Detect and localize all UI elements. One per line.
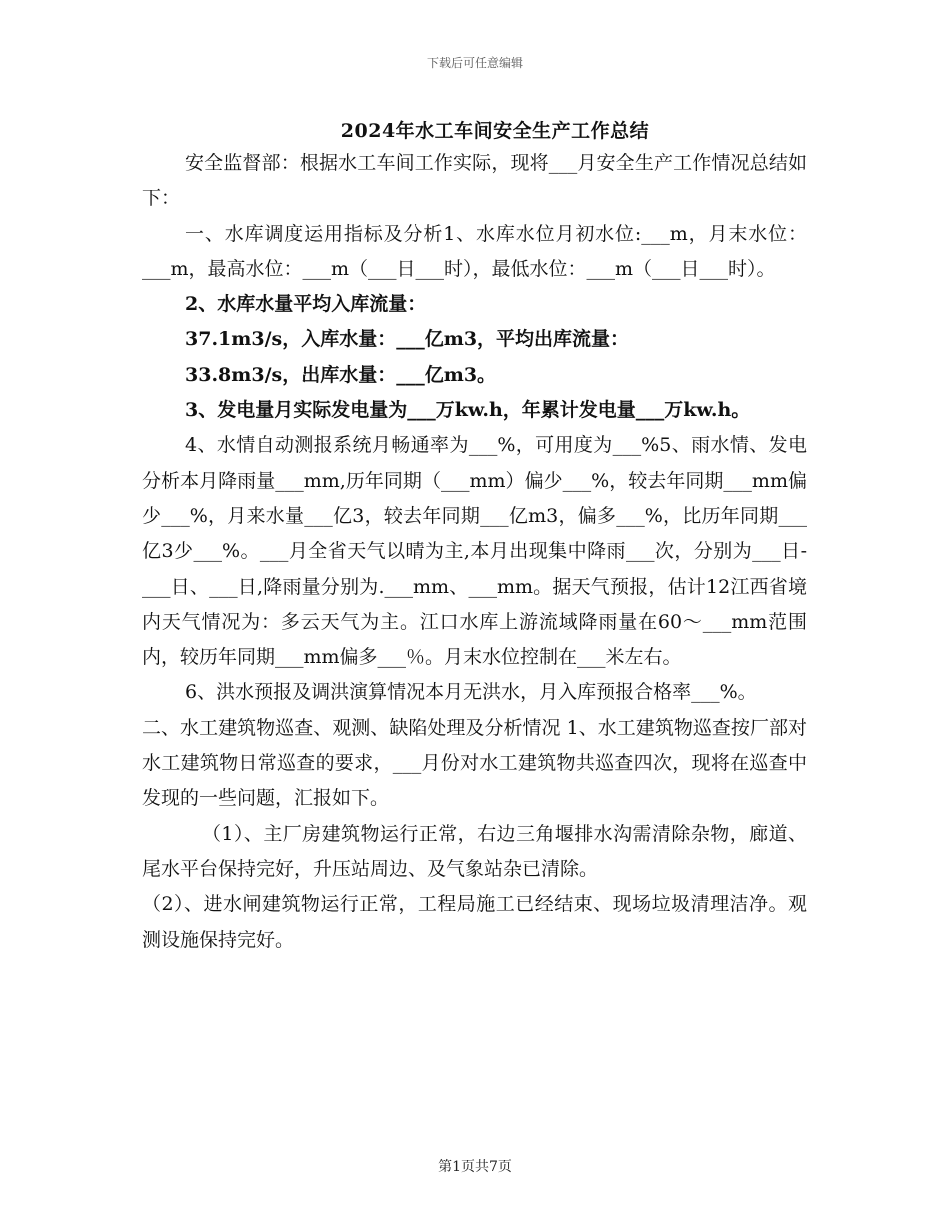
- paragraph-inspection: 二、水工建筑物巡查、观测、缺陷处理及分析情况 1、水工建筑物巡查按厂部对水工建筑物日常巡查的要求，___月份对水工建筑物共巡查四次，现将在巡查中发现的一些问题，汇报如下。: [142, 716, 807, 810]
- paragraph-power-generation: 3、发电量月实际发电量为___万kw.h，年累计发电量___万kw.h。: [185, 399, 751, 422]
- document-title: 2024年水工车间安全生产工作总结: [340, 120, 650, 142]
- paragraph-hydrology: 4、水情自动测报系统月畅通率为___%，可用度为___%5、雨水情、发电分析本月降雨量___mm,历年同期（___mm）偏少___%，较去年同期___mm偏少___%，月来水量___亿3，较去年同期___亿m3，偏多___%，比历年同期___亿3少___%。___月全省天气以晴为主,本月出现集中降雨___次，分别为___日-___日、___日,降雨量分别为.___mm、___mm。据天气预报，估计12江西省境内天气情况为：多云天气为主。江口水库上游流域降雨量在60～___mm范围内，较历年同期___mm偏多___％。月末水位控制在___米左右。: [142, 434, 807, 669]
- header-note: 下载后可任意编辑: [426, 56, 523, 70]
- paragraph-outflow: 33.8m3/s，出库水量：___亿m3。: [185, 363, 497, 386]
- page-number: 第1页共7页: [438, 1159, 512, 1175]
- paragraph-water-level: 一、水库调度运用指标及分析1、水库水位月初水位:___m，月末水位：___m，最高水位：___m（___日___时），最低水位：___m（___日___时）。: [142, 222, 807, 280]
- paragraph-item-2: （2）、进水闸建筑物运行正常，工程局施工已经结束、现场垃圾清理洁净。观测设施保持完好。: [142, 893, 807, 951]
- paragraph-intro: 安全监督部：根据水工车间工作实际，现将___月安全生产工作情况总结如下：: [142, 152, 807, 210]
- document-body: [142, 146, 807, 958]
- paragraph-flood-forecast: 6、洪水预报及调洪演算情况本月无洪水，月入库预报合格率___%。: [185, 681, 757, 704]
- paragraph-inflow-heading: 2、水库水量平均入库流量：: [185, 293, 427, 316]
- paragraph-item-1: （1）、主厂房建筑物运行正常，右边三角堰排水沟需清除杂物，廊道、尾水平台保持完好，升压站周边、及气象站杂已清除。: [142, 822, 807, 880]
- paragraph-inflow: 37.1m3/s，入库水量：___亿m3，平均出库流量：: [185, 328, 630, 351]
